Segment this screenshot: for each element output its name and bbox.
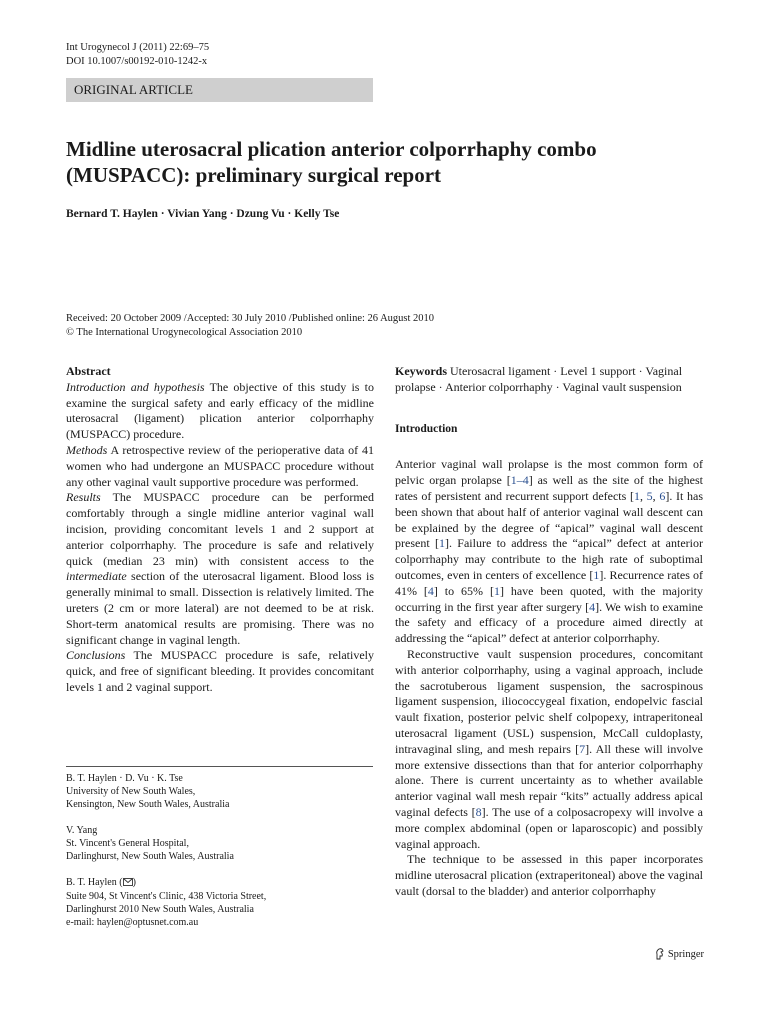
text: ]. Recurrence rates of 41% [ xyxy=(395,567,703,598)
intro-label: Introduction and hypothesis xyxy=(66,379,205,394)
affiliation-location: Kensington, New South Wales, Australia xyxy=(66,799,230,810)
citation-link[interactable]: 4 xyxy=(427,583,434,598)
body-column xyxy=(395,364,703,900)
citation-link[interactable]: 1 xyxy=(438,536,445,551)
abstract-methods xyxy=(66,443,374,490)
springer-horse-icon xyxy=(655,948,665,960)
results-italic: intermediate xyxy=(66,569,127,584)
keywords xyxy=(395,364,703,396)
article-type-banner xyxy=(66,78,373,102)
citation-link[interactable]: 5 xyxy=(646,488,653,503)
affiliation-names: B. T. Haylen · D. Vu · K. Tse xyxy=(66,773,183,784)
results-label: Results xyxy=(66,490,101,505)
keywords-label: Keywords xyxy=(395,364,447,378)
text: ] as well as the site of the highest rates of persistent and recurrent support defects [ xyxy=(395,473,703,503)
introduction-heading: Introduction xyxy=(395,422,458,435)
abstract-column xyxy=(66,364,374,696)
citation-link[interactable]: 1–4 xyxy=(510,473,529,488)
author-list: Bernard T. Haylen · Vivian Yang · Dzung Vu · Kelly Tse xyxy=(66,208,340,220)
affiliation-location: Darlinghurst 2010 New South Wales, Australia xyxy=(66,904,254,915)
results-text-b: section of the uterosacral ligament. Blood loss is generally minimal to small. Dissection is relatively limited. The ureters (2 cm or more lateral) are not deemed to be at risk. Short-term anatomical results are promising. There was no significant change in vaginal length. xyxy=(66,569,374,647)
journal-citation xyxy=(66,41,209,69)
text: ]. It has been shown that about half of anterior vaginal wall descent can be explained by the degree of “apical” vaginal wall descent present [ xyxy=(395,488,704,551)
publisher-logo xyxy=(655,948,704,960)
text: ]. Failure to address the “apical” defect at anterior colporrhaphy may contribute to the high rate of suboptimal outcomes, even in centers of excellence [ xyxy=(395,536,703,582)
affiliation-names xyxy=(66,876,373,890)
envelope-icon xyxy=(123,877,133,890)
affiliation-2 xyxy=(66,824,373,863)
conclusions-label: Conclusions xyxy=(66,648,126,663)
affiliation-divider xyxy=(66,766,373,767)
text: ]. The use of a colposacropexy will involve a more complex abdominal (open or laparoscopic) and possibly vaginal approach. xyxy=(395,804,704,851)
publisher-name: Springer xyxy=(667,948,704,960)
intro-paragraph-3: The technique to be assessed in this paper incorporates midline uterosacral plication (extraperitoneal) above the vaginal vault (dorsal to the bladder) and anterior colporrhaphy xyxy=(395,852,703,898)
text: Anterior vaginal wall prolapse is the most common form of pelvic organ prolapse [ xyxy=(395,457,703,488)
citation-link[interactable]: 7 xyxy=(579,741,586,756)
affiliation-institution: University of New South Wales, xyxy=(66,786,196,797)
methods-label: Methods xyxy=(66,442,108,457)
keywords-text: Uterosacral ligament · Level 1 support · Vaginal prolapse · Anterior colporrhaphy · Vaginal vault suspension xyxy=(395,364,683,394)
text: ]. We wish to examine the safety and efficacy of a procedure aimed directly at addressing the “apical” defect at anterior colporrhaphy. xyxy=(395,599,704,646)
affiliation-location: Darlinghurst, New South Wales, Australia xyxy=(66,851,234,862)
copyright-line: © The International Urogynecological Association 2010 xyxy=(66,327,303,338)
citation-link[interactable]: 1 xyxy=(593,567,600,582)
journal-line: Int Urogynecol J (2011) 22:69–75 xyxy=(66,42,210,53)
text: ] have been quoted, with the majority occurring in the first year after surgery [ xyxy=(395,583,703,614)
conclusions-text: The MUSPACC procedure is safe, relatively quick, and free of significant bleeding. It provides concomitant levels 1 and 2 vaginal support. xyxy=(66,648,374,694)
text: ] to 65% [ xyxy=(433,583,494,598)
title-line-2: (MUSPACC): preliminary surgical report xyxy=(66,163,442,187)
article-type-label: ORIGINAL ARTICLE xyxy=(74,82,193,97)
abstract-heading: Abstract xyxy=(66,364,111,378)
affiliation-3 xyxy=(66,876,373,929)
corresponding-author: B. T. Haylen ( xyxy=(66,877,123,888)
corresponding-close: ) xyxy=(132,877,136,888)
affiliation-1 xyxy=(66,772,373,811)
intro-paragraph-2 xyxy=(395,647,703,852)
title-line-1: Midline uterosacral plication anterior colporrhaphy combo xyxy=(66,137,597,161)
abstract-conclusions xyxy=(66,648,374,695)
affiliation-names: V. Yang xyxy=(66,825,98,836)
affiliation-institution: St. Vincent's General Hospital, xyxy=(66,838,189,849)
citation-link[interactable]: 8 xyxy=(475,804,482,819)
publication-dates xyxy=(66,312,434,340)
dates-line: Received: 20 October 2009 /Accepted: 30 July 2010 /Published online: 26 August 2010 xyxy=(66,313,435,324)
results-text-a: The MUSPACC procedure can be performed comfortably through a single midline anterior vaginal wall incision, providing concomitant levels 1 and 2 support at anterior colporrhaphy. The procedure is safe and relatively quick (median 23 min) with consistent access to the xyxy=(66,490,374,568)
abstract-results xyxy=(66,490,374,648)
intro-paragraph-1: Anterior vaginal wall prolapse is the most common form of pelvic organ prolapse [1–4] as well as the site of the highest rates of persistent and recurrent support defects [1, 5, 6]. It has been shown that about half of anterior vaginal wall descent can be explained by the degree of “apical” vaginal wall descent present [1]. Failure to address the “apical” defect at anterior colporrhaphy may contribute to the high rate of suboptimal outcomes, even in centers of excellence [1]. Recurrence rates of 41% [4] to 65% [1] have been quoted, with the majority occurring in the first year after surgery [4]. We wish to examine the safety and efficacy of a procedure aimed directly at addressing the “apical” defect at anterior colporrhaphy. xyxy=(395,457,704,646)
abstract-intro xyxy=(66,380,374,443)
intro-text: The objective of this study is to examine the surgical safety and early efficacy of the midline uterosacral (ligament) plication anterior colporrhaphy (MUSPACC) procedure. xyxy=(66,379,374,442)
citation-link[interactable]: 1 xyxy=(633,488,640,503)
text: Reconstructive vault suspension procedures, concomitant with anterior colporrhaphy, using a vaginal approach, include the sacrotuberous ligament suspension, the sacrospinous ligament suspension, iliococcygeal fixation, endopelvic fascial vault fixation, posterior pelvic shelf colpopexy, intraperitoneal uterosacral ligament (USL) suspension, McCall culdoplasty, intravaginal sling, and mesh repairs [ xyxy=(395,646,703,756)
article-title xyxy=(66,136,716,188)
affiliation-email: e-mail: haylen@optusnet.com.au xyxy=(66,917,199,928)
citation-link[interactable]: 6 xyxy=(659,488,666,503)
methods-text: A retrospective review of the perioperative data of 41 women who had undergone an MUSPACC procedure without any other vaginal vault supportive procedure was performed. xyxy=(66,442,374,489)
affiliation-address: Suite 904, St Vincent's Clinic, 438 Victoria Street, xyxy=(66,891,267,902)
doi-line: DOI 10.1007/s00192-010-1242-x xyxy=(66,56,208,67)
citation-link[interactable]: 4 xyxy=(589,599,596,614)
text: ]. All these will involve more extensive dissections than that for anterior colporrhaphy alone. There is current uncertainty as to whether available anterior vaginal wall mesh repair “kits” actually address apical vaginal defects [ xyxy=(395,741,703,819)
citation-link[interactable]: 1 xyxy=(493,583,500,598)
